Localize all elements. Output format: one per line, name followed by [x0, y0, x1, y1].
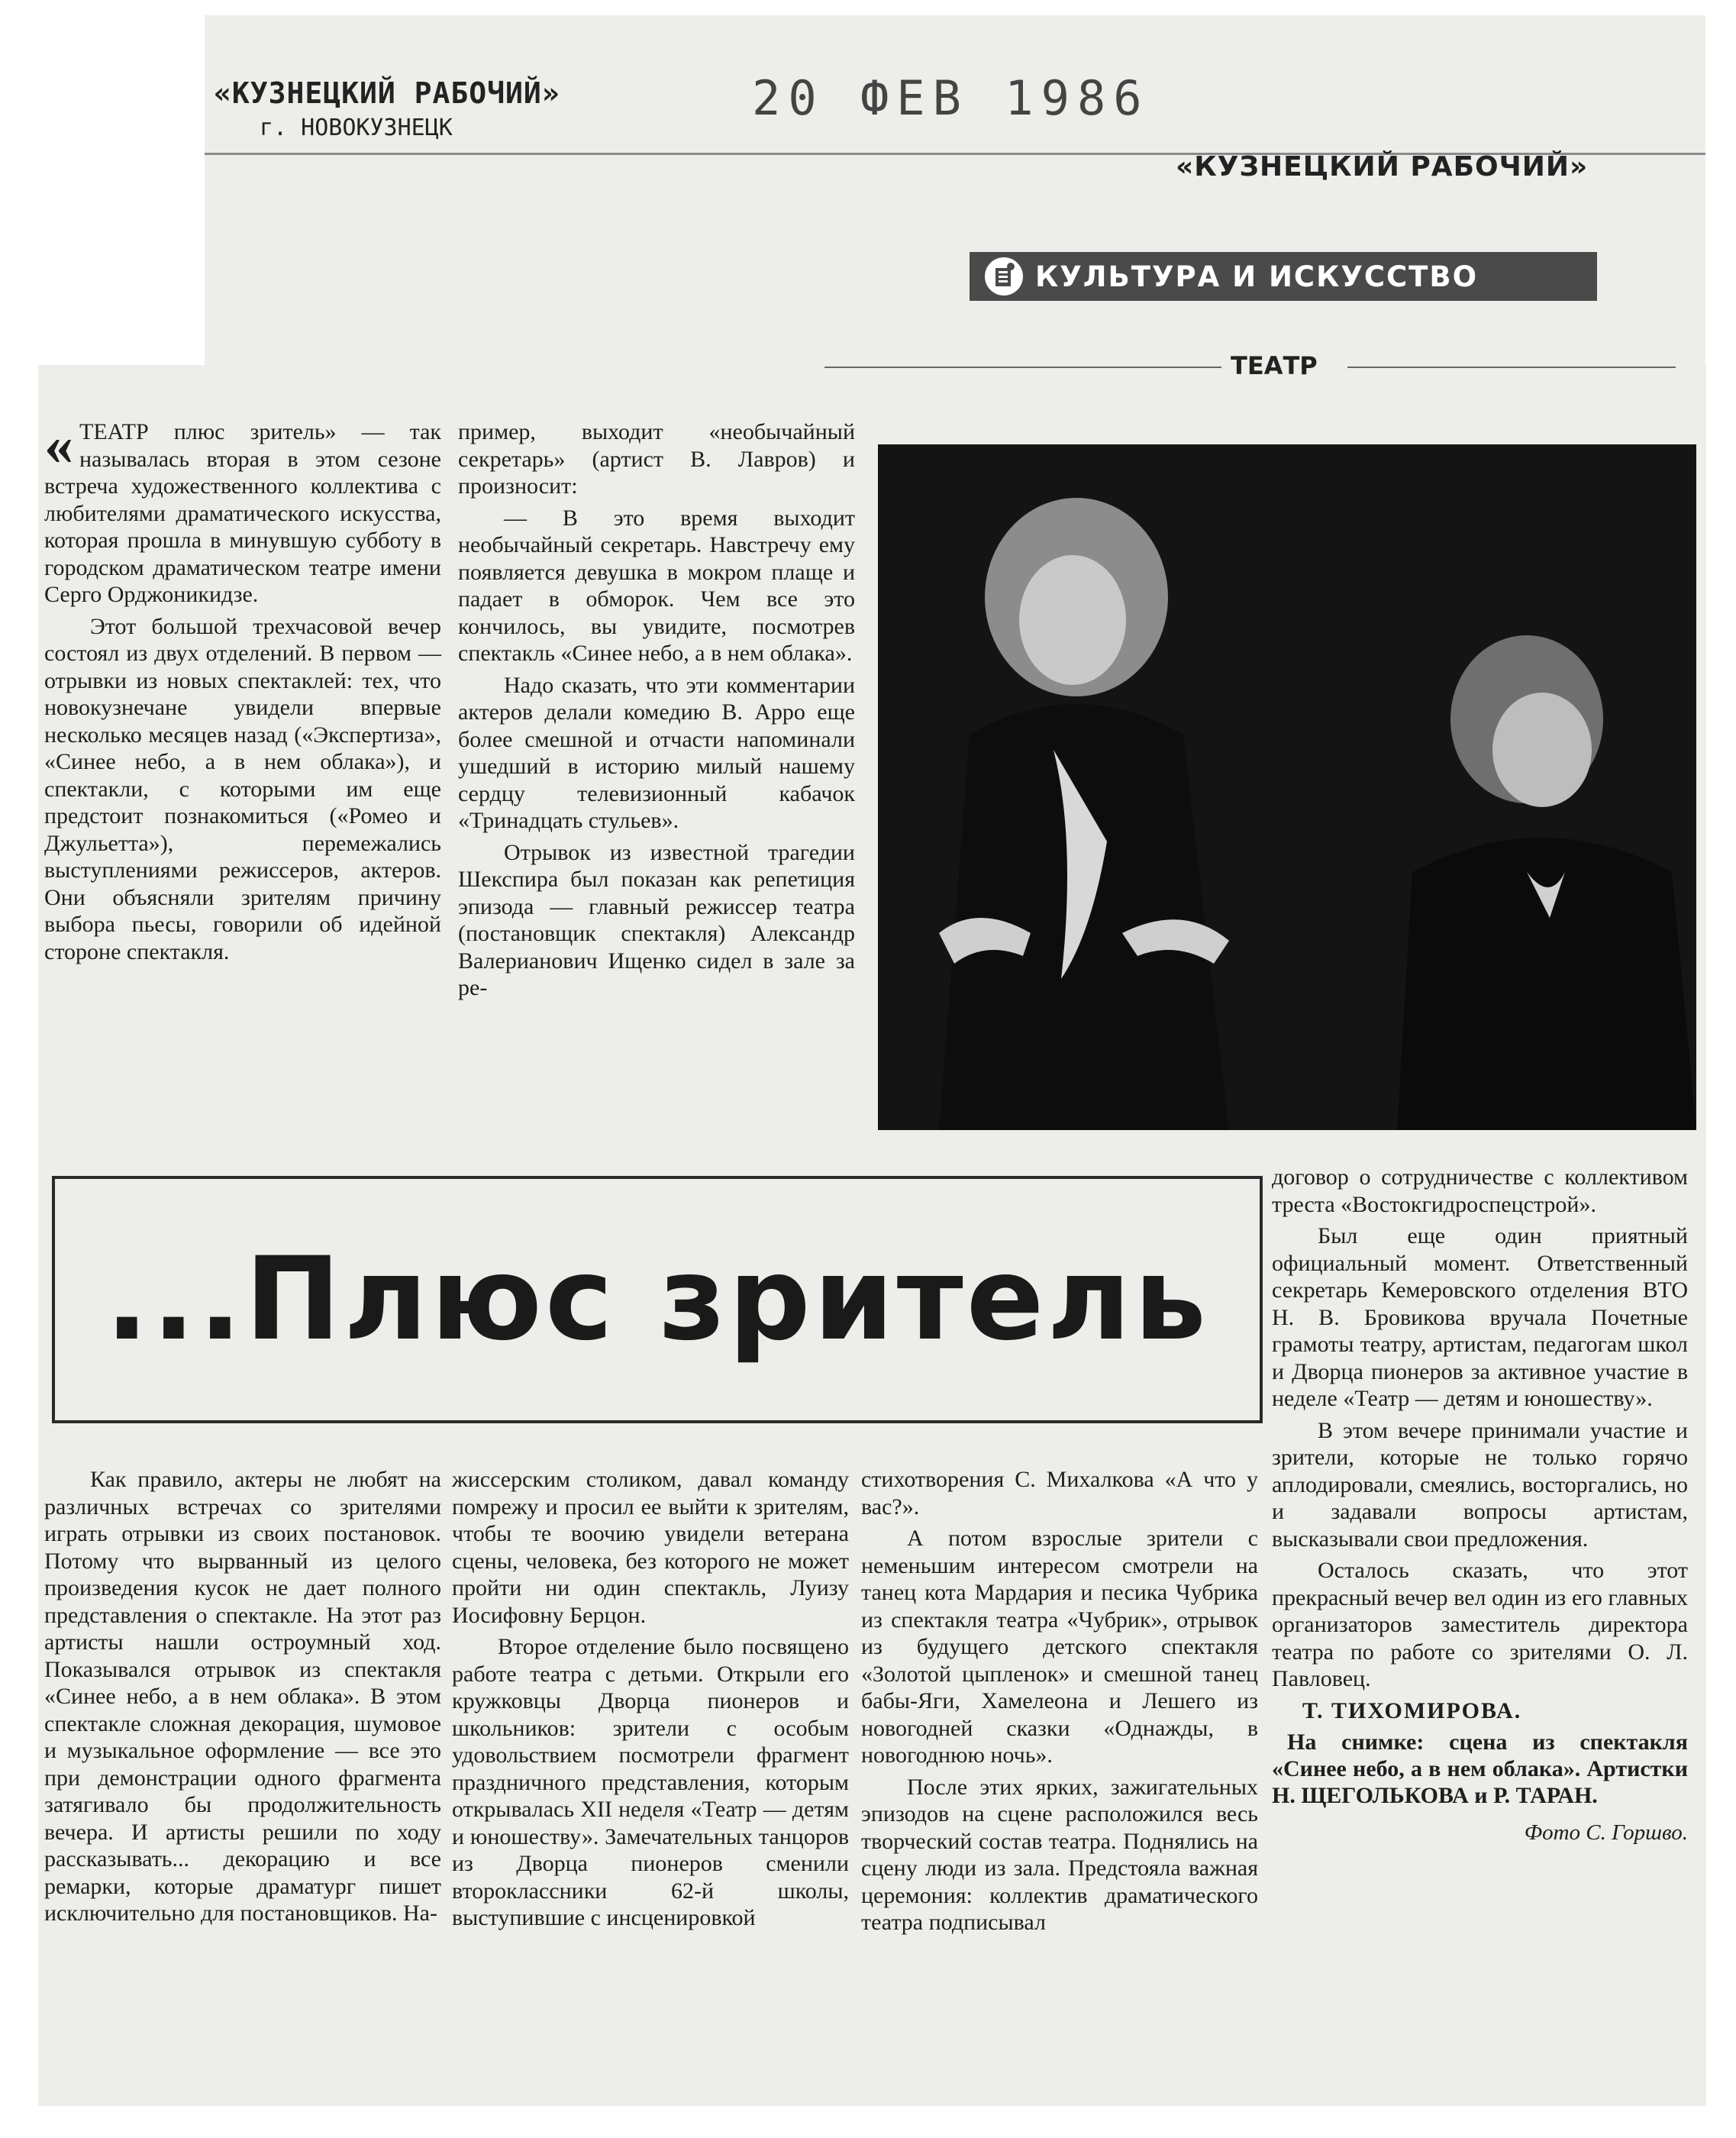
paragraph: — В это время выходит необычайный секретарь. Навстречу ему появляется девушка в мокром плаще и падает в обморок. Чем все это кончилось, вы увидите, посмотрев спектакль «Синее небо, а в нем облака».	[458, 505, 855, 666]
drop-quote: «	[44, 413, 73, 477]
paragraph: В этом вечере принимали участие и зрители, которые не только горячо аплодировали, смеялись, восторгались, но и задавали вопросы артистам, высказывали свои предложения.	[1272, 1417, 1688, 1552]
paragraph: Этот большой трехчасовой вечер состоял из двух отделений. В первом — отрывки из новых спектаклей: тех, что новокузнечане увидели впервые несколько месяцев назад («Экспертиза», «Синее небо, а в нем облака»), и спектакли, с которыми им еще предстоит познакомиться («Ромео и Джульетта»), перемежались выступлениями режиссеров, актеров. Они объясняли зрителям причину выбора пьесы, говорили об идейной стороне спектакля.	[44, 613, 441, 964]
stage-photo	[878, 444, 1696, 1130]
stamp-date: 20 ФЕВ 1986	[752, 70, 1150, 126]
paragraph: Был еще один приятный официальный момент. Ответственный секретарь Кемеровского отделения ВТО Н. В. Бровикова вручала Почетные грамоты театру, артистам, педагогам школ и Дворца пионеров за активное участие в неделе «Театр — детям и юношеству».	[1272, 1223, 1688, 1411]
section-rule-right	[1347, 367, 1676, 368]
headline-box	[52, 1176, 1263, 1423]
photo-caption: На снимке: сцена из спектакля «Синее небо, а в нем облака». Артистки Н. ЩЕГОЛЬКОВА и Р. ТАРАН.	[1272, 1729, 1688, 1808]
article-bottom-column-2	[452, 1466, 849, 1936]
article-bottom-column-1	[44, 1466, 441, 1932]
paragraph: Осталось сказать, что этот прекрасный вечер вел один из его главных организаторов заместитель директора театра по работе со зрителями О. Л. Павловец.	[1272, 1558, 1688, 1691]
clipping-header-strip	[205, 15, 1705, 374]
stage-photo-illustration	[878, 444, 1696, 1130]
paragraph: После этих ярких, зажигательных эпизодов на сцене расположился весь творческий состав театра. Поднялись на сцену люди из зала. Предстояла важная церемония: коллектив драматического театра подписывал	[861, 1774, 1258, 1935]
rubric-emblem-icon	[985, 257, 1023, 296]
lead-paragraph: ТЕАТР плюс зритель» — так называлась вторая в этом сезоне встреча художественного коллектива с любителями драматического искусства, которая прошла в минувшую субботу в городском драматическом театре имени Серго Орджоникидзе.	[44, 419, 441, 607]
headline: ...Плюс зритель	[105, 1233, 1210, 1366]
paragraph: Как правило, актеры не любят на различных встречах со зрителями играть отрывки из своих постановок. Потому что вырванный из целого произведения кусок не дает полного представления о спектакле. На этот раз артисты нашли остроумный ход. Показывался отрывок из спектакля «Синее небо, а в нем облака». В этом спектакле сложная декорация, шумовое и музыкальное оформление — все это при демонстрации одного фрагмента затягивало бы продолжительность вечера. И артисты решили по ходу рассказывать... декорацию и все ремарки, которые драматург пишет исключительно для постановщиков. На-	[44, 1467, 441, 1926]
photo-credit: Фото С. Горшво.	[1524, 1820, 1688, 1845]
paragraph: А потом взрослые зрители с неменьшим интересом смотрели на танец кота Мардария и песика Чубрика из спектакля театра «Чубрик», отрывок из будущего детского спектакля «Золотой цыпленок» и смешной танец бабы-Яги, Хамелеона и Лешего из новогодней сказки «Однажды, в новогоднюю ночь».	[861, 1526, 1258, 1768]
paragraph: Второе отделение было посвящено работе театра с детьми. Открыли его кружковцы Дворца пионеров и школьников: зрители с особым удовольствием посмотрели фрагмент праздничного представления, которым открывалась XII неделя «Театр — детям и юношеству». Замечательных танцоров из Дворца пионеров сменили второклассники 62-й школы, выступившие с инсценировкой	[452, 1634, 849, 1930]
paragraph: Отрывок из известной трагедии Шекспира был показан как репетиция эпизода — главный режиссер театра (постановщик спектакля) Александр Валерианович Ищенко сидел в зале за ре-	[458, 839, 855, 1000]
article-bottom-column-3	[861, 1466, 1258, 1941]
paragraph: жиссерским столиком, давал команду помрежу и просил ее выйти к зрителям, чтобы те воочию увидели ветерана сцены, человека, без которого не может пройти ни один спектакль, Луизу Иосифовну Берцон.	[452, 1467, 849, 1628]
paragraph: пример, выходит «необычайный секретарь» (артист В. Лавров) и произносит:	[458, 419, 855, 499]
rubric-title: КУЛЬТУРА И ИСКУССТВО	[1035, 260, 1479, 293]
stamp-city: г. НОВОКУЗНЕЦК	[260, 115, 453, 141]
section-label: ТЕАТР	[1231, 351, 1318, 380]
paragraph: договор о сотрудничестве с коллективом треста «Востокгидроспецстрой».	[1272, 1164, 1688, 1217]
paragraph: Надо сказать, что эти комментарии актеров делали комедию В. Арро еще более смешной и отчасти напоминали ушедший в историю милый нашему сердцу телевизионный кабачок «Тринадцать стульев».	[458, 672, 855, 833]
article-top-column-1	[44, 413, 441, 970]
article-top-column-2	[458, 418, 855, 1006]
stamp-newspaper-name: «КУЗНЕЦКИЙ РАБОЧИЙ»	[214, 76, 560, 110]
rubric-bar	[970, 252, 1597, 301]
newspaper-name: «КУЗНЕЦКИЙ РАБОЧИЙ»	[1176, 151, 1589, 182]
section-rule	[824, 367, 1221, 368]
paragraph: стихотворения С. Михалкова «А что у вас?».	[861, 1467, 1258, 1520]
article-right-column	[1272, 1164, 1688, 1852]
author-signature: Т. ТИХОМИРОВА.	[1302, 1697, 1522, 1723]
